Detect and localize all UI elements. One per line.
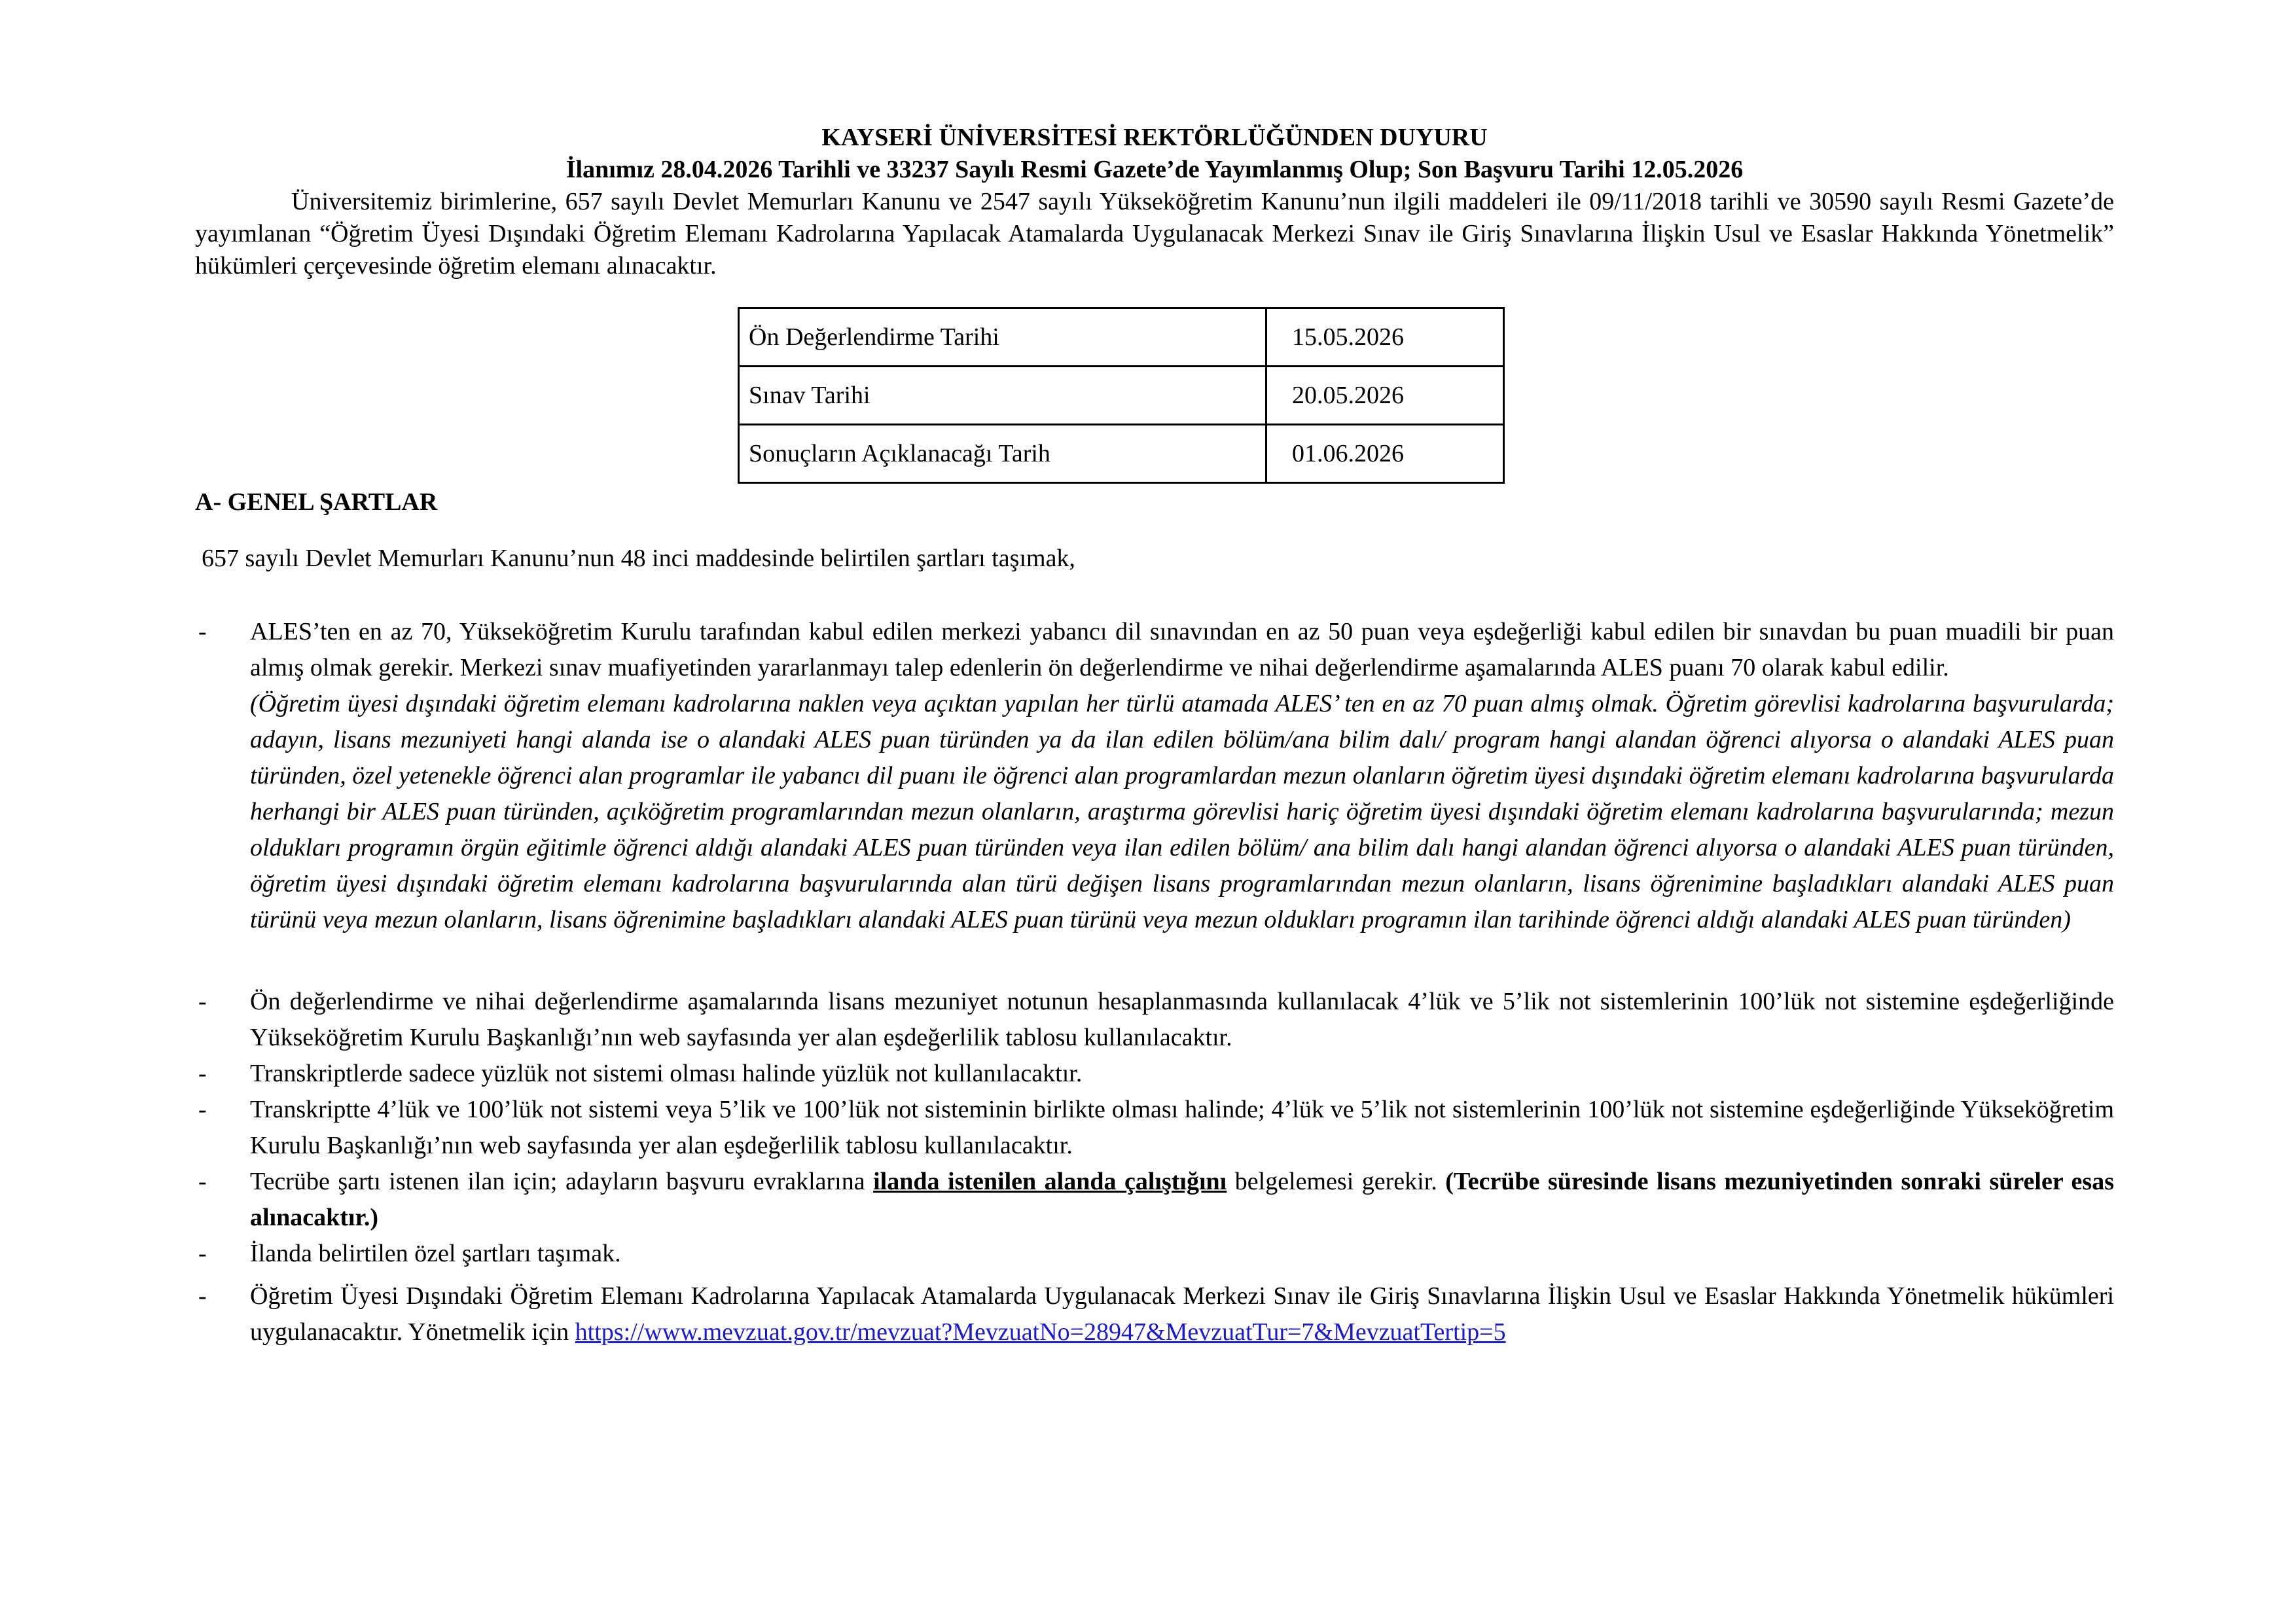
equivalence-requirement: Ön değerlendirme ve nihai değerlendirme aşamalarında lisans mezuniyet notunun hesaplanmasında kullanılacak 4’lük ve 5’lik not sistemlerinin 100’lük not sistemine eşdeğerliğinde Yükseköğretim Kurulu Başkanlığı’nın web sayfasında yer alan eşdeğerlilik tablosu kullanılacaktır. [250, 988, 2114, 1051]
table-row [739, 425, 1504, 483]
experience-emphasis: ilanda istenilen alanda çalıştığını [873, 1168, 1227, 1195]
experience-text: Tecrübe şartı istenen ilan için; adayların başvuru evraklarına [250, 1168, 874, 1195]
requirements-list [195, 614, 2114, 1350]
both-systems-requirement: Transkriptte 4’lük ve 100’lük not sistemi veya 5’lik ve 100’lük not sisteminin birlikte olması halinde; 4’lük ve 5’lik not sistemlerinin 100’lük not sistemine eşdeğerliğinde Yükseköğretim Kurulu Başkanlığı’nın web sayfasında yer alan eşdeğerlilik tablosu kullanılacaktır. [250, 1096, 2114, 1159]
announcement-subtitle: İlanımız 28.04.2026 Tarihli ve 33237 Sayılı Resmi Gazete’de Yayımlanmış Olup; Son Başvuru Tarihi 12.05.2026 [565, 156, 1744, 183]
list-item [195, 984, 2114, 1056]
document-page [195, 122, 2114, 1346]
regulation-link[interactable]: https://www.mevzuat.gov.tr/mevzuat?MevzuatNo=28947&MevzuatTur=7&MevzuatTertip=5 [575, 1318, 1506, 1346]
list-item [195, 1278, 2114, 1350]
dates-table [738, 307, 1505, 484]
date-label: Ön Değerlendirme Tarihi [739, 308, 1266, 367]
date-value: 01.06.2026 [1266, 425, 1504, 483]
regulation-text: Öğretim Üyesi Dışındaki Öğretim Elemanı Kadrolarına Yapılacak Atamalarda Uygulanacak Merkezi Sınav ile Giriş Sınavlarına İlişkin Usul ve Esaslar Hakkında Yönetmelik hükümleri uygulanacaktır. Yönetmelik için [250, 1282, 2114, 1346]
list-item [195, 1056, 2114, 1092]
experience-text-after: belgelemesi gerekir. [1227, 1168, 1446, 1195]
date-label: Sonuçların Açıklanacağı Tarih [739, 425, 1266, 483]
table-row [739, 367, 1504, 425]
ales-requirement: ALES’ten en az 70, Yükseköğretim Kurulu tarafından kabul edilen merkezi yabancı dil sınavından en az 50 puan veya eşdeğerliği kabul edilen bir sınavdan bu puan muadili bir puan almış olmak gerekir. Merkezi sınav muafiyetinden yararlanmayı talep edenlerin ön değerlendirme ve nihai değerlendirme aşamalarında ALES puanı 70 olarak kabul edilir. [250, 618, 2114, 681]
date-value: 15.05.2026 [1266, 308, 1504, 367]
special-requirement: İlanda belirtilen özel şartları taşımak. [250, 1240, 621, 1267]
spacer [195, 938, 2114, 984]
bullet-dash: - [198, 1096, 207, 1123]
bullet-dash: - [198, 1060, 207, 1087]
date-value: 20.05.2026 [1266, 367, 1504, 425]
table-row [739, 308, 1504, 367]
bullet-dash: - [198, 1168, 207, 1195]
ales-note: (Öğretim üyesi dışındaki öğretim elemanı kadrolarına naklen veya açıktan yapılan her türlü atamada ALES’ ten en az 70 puan almış olmak. Öğretim görevlisi kadrolarına başvurularda; adayın, lisans mezuniyeti hangi alanda ise o alandaki ALES puan türünden ya da ilan edilen bölüm/ana bilim dalı/ program hangi alandan öğrenci alıyorsa o alandaki ALES puan türünden, özel yetenekle öğrenci alan programlar ile yabancı dil puanı ile öğrenci alan programlardan mezun olanların öğretim üyesi dışındaki öğretim elemanı kadrolarına başvurularda herhangi bir ALES puan türünden, açıköğretim programlarından mezun olanların, araştırma görevlisi hariç öğretim üyesi dışındaki öğretim elemanı kadrolarına başvurularında; mezun oldukları programın örgün eğitimle öğrenci aldığı alandaki ALES puan türünden veya ilan edilen bölüm/ ana bilim dalı hangi alandan öğrenci alıyorsa o alandaki ALES puan türünden, öğretim üyesi dışındaki öğretim elemanı kadrolarına başvurularında alan türü değişen lisans programlarından mezun olanların, lisans öğrenimine başladıkları alandaki ALES puan türünü veya mezun olanların, lisans öğrenimine başladıkları alandaki ALES puan türünü veya mezun oldukları programın ilan tarihinde öğrenci aldığı alandaki ALES puan türünden) [250, 690, 2114, 933]
list-item [195, 1236, 2114, 1272]
section-lead: 657 sayılı Devlet Memurları Kanunu’nun 48 inci maddesinde belirtilen şartları taşımak, [202, 545, 1075, 572]
announcement-title: KAYSERİ ÜNİVERSİTESİ REKTÖRLÜĞÜNDEN DUYURU [821, 124, 1488, 151]
list-item [195, 1092, 2114, 1164]
intro-paragraph: Üniversitemiz birimlerine, 657 sayılı Devlet Memurları Kanunu ve 2547 sayılı Yükseköğretim Kanunu’nun ilgili maddeleri ile 09/11/2018 tarihli ve 30590 sayılı Resmi Gazete’de yayımlanan “Öğretim Üyesi Dışındaki Öğretim Elemanı Kadrolarına Yapılacak Atamalarda Uygulanacak Merkezi Sınav ile Giriş Sınavlarına İlişkin Usul ve Esaslar Hakkında Yönetmelik” hükümleri çerçevesinde öğretim elemanı alınacaktır. [195, 188, 2114, 280]
bullet-dash: - [198, 1240, 207, 1267]
bullet-dash: - [198, 988, 207, 1015]
bullet-dash: - [198, 1282, 207, 1310]
hundred-only-requirement: Transkriptlerde sadece yüzlük not sistemi olması halinde yüzlük not kullanılacaktır. [250, 1060, 1083, 1087]
list-item [195, 1164, 2114, 1236]
date-label: Sınav Tarihi [739, 367, 1266, 425]
section-heading: A- GENEL ŞARTLAR [195, 488, 438, 516]
bullet-dash: - [198, 618, 207, 645]
list-item [195, 614, 2114, 938]
experience-note: (Tecrübe süresinde lisans mezuniyetinden sonraki süreler esas alınacaktır.) [250, 1168, 2114, 1231]
